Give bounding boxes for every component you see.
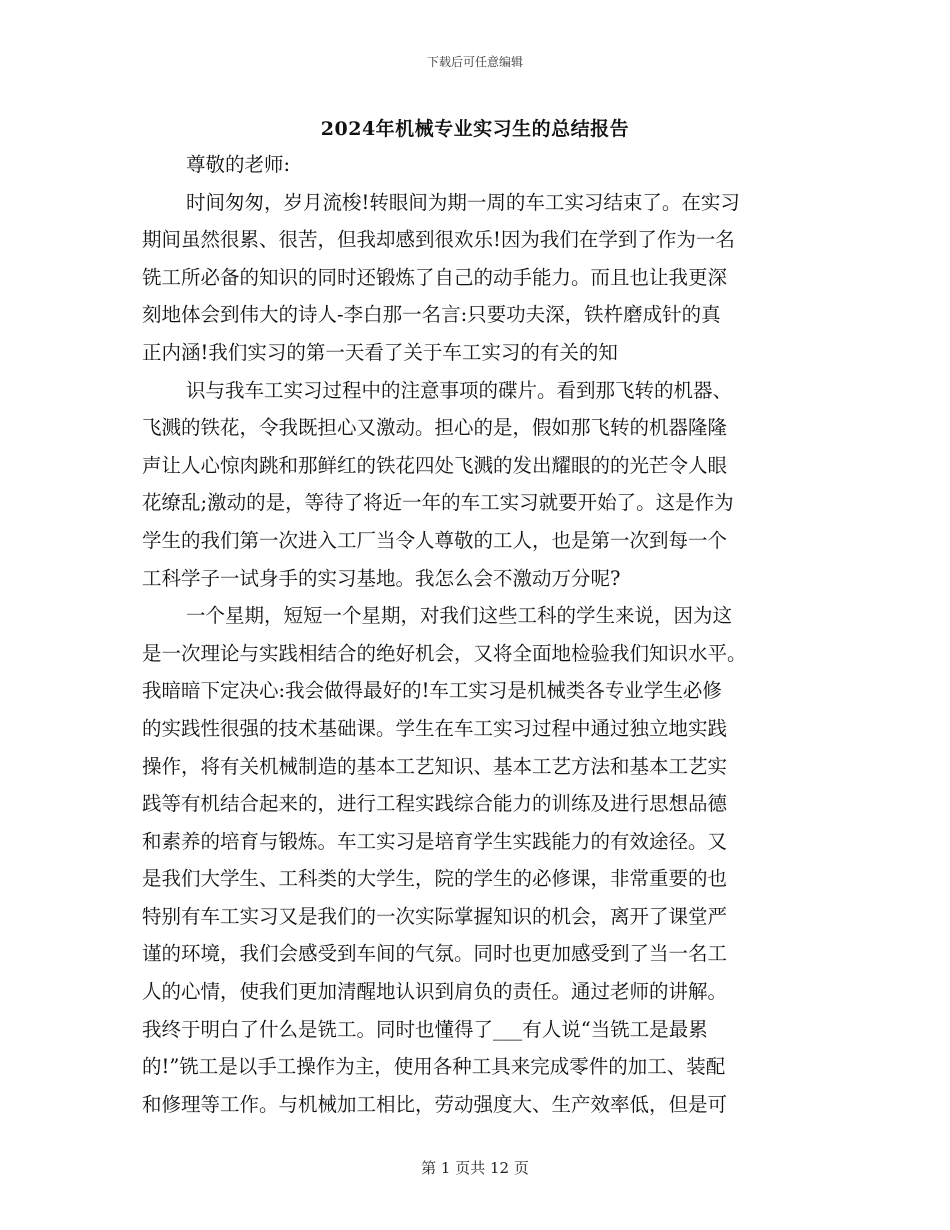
body-line: 铣工所必备的知识的同时还锻炼了自己的动手能力。而且也让我更深 [142,265,728,289]
body-line: 的实践性很强的技术基础课。学生在车工实习过程中通过独立地实践 [142,716,728,740]
body-line: 刻地体会到伟大的诗人-李白那一名言:只要功夫深，铁杵磨成针的真 [142,303,721,327]
body-line: 和修理等工作。与机械加工相比，劳动强度大、生产效率低，但是可 [142,1092,728,1116]
body-line: 花缭乱;激动的是，等待了将近一年的车工实习就要开始了。这是作为 [142,491,734,515]
document-body [142,146,810,1123]
body-line: 一个星期，短短一个星期，对我们这些工科的学生来说，因为这 [186,604,733,628]
body-line: 正内涵!我们实习的第一天看了关于车工实习的有关的知 [142,340,618,364]
body-line: 特别有车工实习又是我们的一次实际掌握知识的机会，离开了课堂严 [142,904,728,928]
body-line: 是一次理论与实践相结合的绝好机会，又将全面地检验我们知识水平。 [142,641,747,665]
body-line: 谨的环境，我们会感受到车间的气氛。同时也更加感受到了当一名工 [142,942,728,966]
body-line: 识与我车工实习过程中的注意事项的碟片。看到那飞转的机器、 [186,378,733,402]
body-line: 时间匆匆，岁月流梭!转眼间为期一周的车工实习结束了。在实习 [186,190,740,214]
header-note: 下载后可任意编辑 [426,55,523,69]
body-line: 践等有机结合起来的，进行工程实践综合能力的训练及进行思想品德 [142,792,728,816]
body-line: 学生的我们第一次进入工厂当令人尊敬的工人，也是第一次到每一个 [142,528,728,552]
document-title: 2024年机械专业实习生的总结报告 [320,118,630,140]
body-line: 的!”铣工是以手工操作为主，使用各种工具来完成零件的加工、装配 [142,1055,726,1079]
body-line: 我终于明白了什么是铣工。同时也懂得了___有人说“当铣工是最累 [142,1017,708,1041]
body-line: 人的心情，使我们更加清醒地认识到肩负的责任。通过老师的讲解。 [142,980,728,1004]
body-line: 操作，将有关机械制造的基本工艺知识、基本工艺方法和基本工艺实 [142,754,728,778]
body-line: 是我们大学生、工科类的大学生，院的学生的必修课，非常重要的也 [142,867,728,891]
body-line: 飞溅的铁花，令我既担心又激动。担心的是，假如那飞转的机器隆隆 [142,416,728,440]
body-line: 工科学子一试身手的实习基地。我怎么会不激动万分呢? [142,566,621,590]
body-line: 期间虽然很累、很苦，但我却感到很欢乐!因为我们在学到了作为一名 [142,228,735,252]
body-line: 和素养的培育与锻炼。车工实习是培育学生实践能力的有效途径。又 [142,829,728,853]
body-line: 声让人心惊肉跳和那鲜红的铁花四处飞溅的发出耀眼的的光芒令人眼 [142,453,728,477]
body-line: 尊敬的老师: [186,153,291,176]
page-number-footer: 第 1 页共 12 页 [421,1159,529,1177]
body-line: 我暗暗下定决心:我会做得最好的!车工实习是机械类各专业学生必修 [142,679,722,703]
